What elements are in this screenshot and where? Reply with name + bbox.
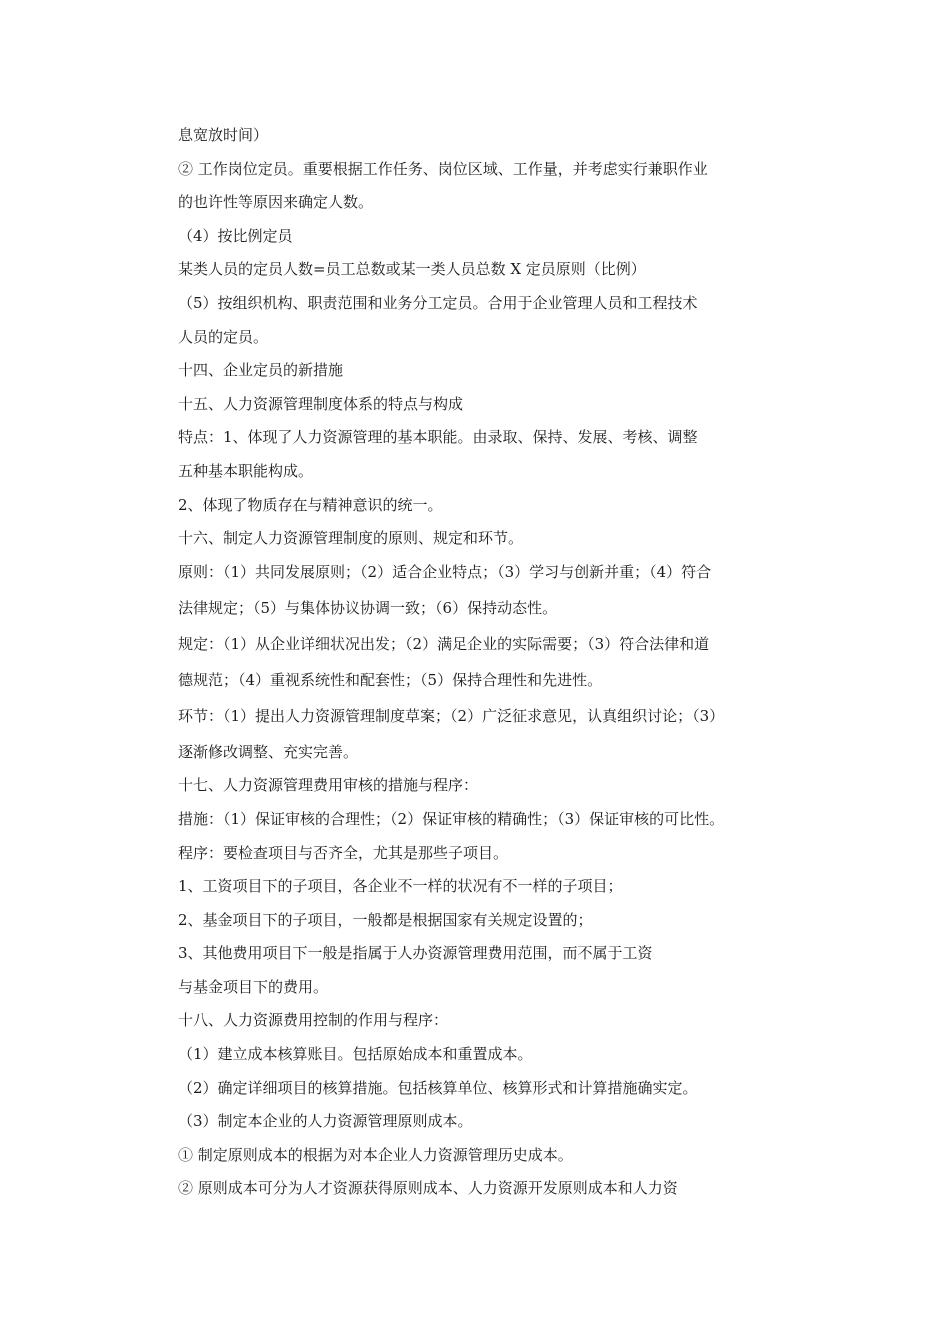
text-line: （1）建立成本核算账目。包括原始成本和重置成本。: [178, 1045, 533, 1064]
text-line: ② 工作岗位定员。重要根据工作任务、岗位区域、工作量，并考虑实行兼职作业: [178, 159, 708, 178]
section-heading: 十八、人力资源费用控制的作用与程序：: [178, 1011, 449, 1030]
text-line: 程序：要检查项目与否齐全，尤其是那些子项目。: [178, 843, 509, 862]
text-line: 2、体现了物质存在与精神意识的统一。: [178, 495, 443, 514]
text-line: 某类人员的定员人数=员工总数或某一类人员总数 X 定员原则（比例）: [178, 260, 646, 279]
text-line: （4）按比例定员: [178, 226, 293, 245]
text-line: 法律规定；（5）与集体协议协调一致；（6）保持动态性。: [178, 598, 558, 617]
text-line: 2、基金项目下的子项目，一般都是根据国家有关规定设置的；: [178, 910, 593, 929]
text-line: 五种基本职能构成。: [178, 461, 314, 480]
text-line: ① 制定原则成本的根据为对本企业人力资源管理历史成本。: [178, 1145, 573, 1164]
text-line: 1、工资项目下的子项目，各企业不一样的状况有不一样的子项目；: [178, 877, 623, 896]
section-heading: 十七、人力资源管理费用审核的措施与程序：: [178, 776, 479, 795]
text-line: 环节：（1）提出人力资源管理制度草案；（2）广泛征求意见，认真组织讨论；（3）: [178, 706, 725, 725]
text-line: 逐渐修改调整、充实完善。: [178, 742, 359, 761]
text-line: ② 原则成本可分为人才资源获得原则成本、人力资源开发原则成本和人力资: [178, 1179, 678, 1198]
text-line: （3）制定本企业的人力资源管理原则成本。: [178, 1112, 473, 1131]
text-line: 规定：（1）从企业详细状况出发；（2）满足企业的实际需要；（3）符合法律和道: [178, 634, 710, 653]
section-heading: 十四、企业定员的新措施: [178, 361, 344, 380]
text-line: （2）确定详细项目的核算措施。包括核算单位、核算形式和计算措施确实定。: [178, 1078, 698, 1097]
section-heading: 十六、制定人力资源管理制度的原则、规定和环节。: [178, 529, 524, 548]
text-line: 人员的定员。: [178, 327, 269, 346]
text-line: 3、其他费用项目下一般是指属于人办资源管理费用范围，而不属于工资: [178, 944, 653, 963]
text-line: 德规范；（4）重视系统性和配套性；（5）保持合理性和先进性。: [178, 670, 603, 689]
section-heading: 十五、人力资源管理制度体系的特点与构成: [178, 394, 464, 413]
text-line: 息宽放时间）: [178, 126, 269, 144]
text-line: 与基金项目下的费用。: [178, 977, 329, 996]
text-line: 措施：（1）保证审核的合理性；（2）保证审核的精确性；（3）保证审核的可比性。: [178, 809, 725, 828]
document-body: [178, 124, 818, 1211]
text-line: 的也许性等原因来确定人数。: [178, 193, 374, 212]
text-line: 特点：1、体现了人力资源管理的基本职能。由录取、保持、发展、考核、调整: [178, 428, 698, 447]
text-line: （5）按组织机构、职责范围和业务分工定员。合用于企业管理人员和工程技术: [178, 293, 698, 312]
text-line: 原则：（1）共同发展原则；（2）适合企业特点；（3）学习与创新并重；（4）符合: [178, 562, 712, 581]
